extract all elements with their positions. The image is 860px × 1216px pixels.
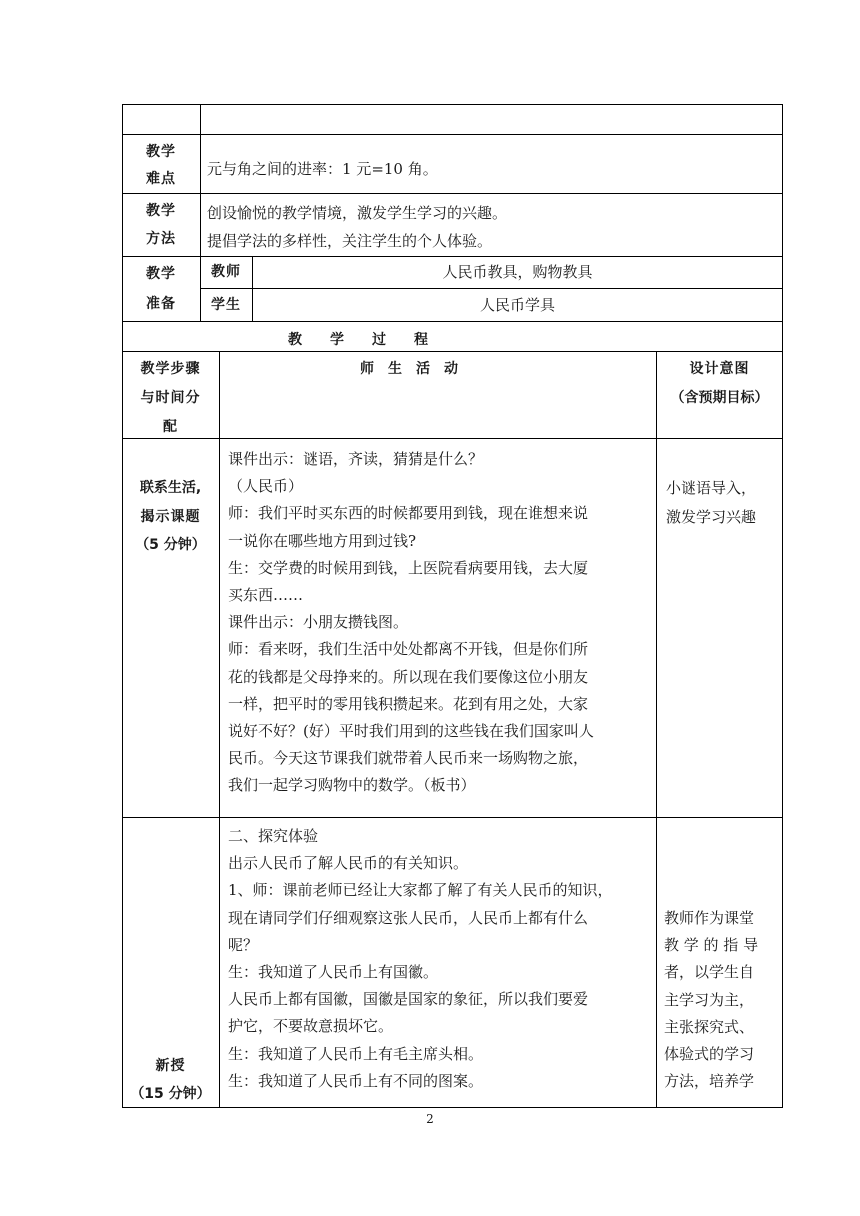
section2-intent-line: 教 学 的 指 导 [664,936,759,955]
method-content-2: 提倡学法的多样性，关注学生的个人体验。 [207,232,493,250]
section2-intent-line: 方法，培养学 [664,1072,755,1091]
header-activity: 师 生 活 动 [360,361,458,377]
difficulty-label-2: 难点 [146,171,176,187]
section2-intent-line: 主学习为主， [664,990,755,1009]
header-intent-1: 设计意图 [689,361,750,377]
section1-activity-line: 师：我们平时买东西的时候都要用到钱，现在谁想来说 [228,504,589,523]
section1-activity-line: 说好不好？(好）平时我们用到的这些钱在我们国家叫人 [228,721,594,740]
section2-intent-line: 体验式的学习 [664,1044,755,1063]
section2-activity-line: 人民币上都有国徽，国徽是国家的象征，所以我们要爱 [228,990,589,1009]
student-label: 学生 [211,297,241,313]
rule-bottom [122,1107,783,1108]
rule [122,193,783,194]
section1-activity-line: （人民币） [228,477,304,496]
rule [656,351,657,1108]
student-content: 人民币学具 [479,296,555,314]
method-label-2: 方法 [146,231,176,247]
section1-activity-line: 师：看来呀，我们生活中处处都离不开钱，但是你们所 [228,640,589,659]
section2-activity-line: 1、师：课前老师已经让大家都了解了有关人民币的知识， [228,881,613,900]
section2-activity-line: 生：我知道了人民币上有毛主席头相。 [228,1044,484,1063]
section2-step-1: 新授 [155,1058,186,1074]
section1-activity-line: 我们一起学习购物中的数学。（板书） [228,776,476,795]
section2-activity-line: 生：我知道了人民币上有不同的图案。 [228,1071,484,1090]
difficulty-content: 元与角之间的进率：1 元=10 角。 [207,160,438,178]
section2-activity-line: 二、探究体验 [228,827,319,845]
section2-activity-line: 现在请同学们仔细观察这张人民币，人民币上都有什么 [228,908,589,927]
difficulty-label-1: 教学 [146,144,176,160]
section1-activity-line: 民币。今天这节课我们就带着人民币来一场购物之旅， [228,749,589,768]
prep-label-1: 教学 [146,266,176,282]
section1-activity-line: 课件出示：小朋友攒钱图。 [228,613,409,632]
section2-activity-line: 出示人民币了解人民币的有关知识。 [228,854,469,873]
header-step-2: 与时间分 [140,390,201,406]
process-title: 教 学 过 程 [288,332,428,348]
rule [200,104,201,321]
header-intent-2: （含预期目标） [670,390,769,406]
rule-right [782,104,783,1108]
section2-activity [228,823,613,1095]
section2-intent-line: 者，以学生自 [664,963,755,982]
section1-intent-2: 激发学习兴趣 [666,508,757,526]
rule-top [122,104,783,105]
teacher-content: 人民币教具，购物教具 [442,263,593,281]
rule [122,438,783,439]
section1-activity-line: 一说你在哪些地方用到过钱? [228,531,417,550]
section2-activity-line: 呢？ [228,935,259,954]
rule-left [122,104,123,1108]
section2-intent-line: 教师作为课堂 [664,909,755,927]
prep-label-2: 准备 [146,296,176,312]
method-label-1: 教学 [146,203,176,219]
section2-step-2: （15 分钟） [130,1086,211,1102]
section1-step-2: 揭示课题 [140,509,201,525]
rule [122,134,783,135]
section1-activity-line: 生：交学费的时候用到钱，上医院看病要用钱，去大厦 [228,558,589,577]
header-step-3: 配 [163,419,178,435]
rule [122,351,783,352]
page-number: 2 [426,1112,434,1126]
rule [200,288,783,289]
section1-step-3: （5 分钟） [135,537,206,553]
method-content-1: 创设愉悦的教学情境，激发学生学习的兴趣。 [207,204,508,222]
rule [122,321,783,322]
section2-intent-line: 主张探究式、 [664,1017,755,1036]
rule [122,817,783,818]
section2-intent [664,905,758,1095]
section1-activity-line: 买东西…… [228,585,304,604]
teacher-label: 教师 [211,264,241,280]
section1-intent-1: 小谜语导入， [666,479,757,497]
section1-step-1: 联系生活, [139,480,202,496]
header-step-1: 教学步骤 [140,361,201,377]
section1-activity-line: 一样，把平时的零用钱积攒起来。花到有用之处，大家 [228,694,589,713]
rule [122,256,783,257]
rule [219,351,220,1108]
section2-activity-line: 护它，不要故意损坏它。 [228,1017,394,1036]
section1-activity [228,446,594,799]
section2-activity-line: 生：我知道了人民币上有国徽。 [228,962,439,981]
section1-activity-line: 花的钱都是父母挣来的。所以现在我们要像这位小朋友 [228,667,589,686]
section1-activity-line: 课件出示：谜语，齐读，猜猜是什么？ [228,450,484,468]
